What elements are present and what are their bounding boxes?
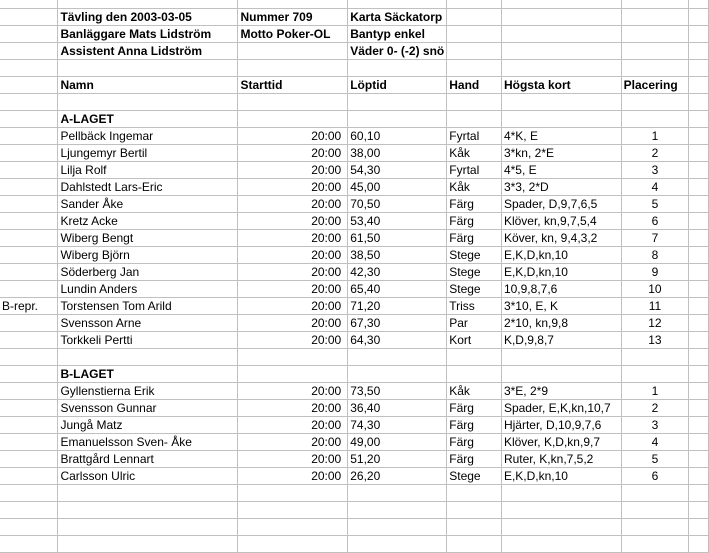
cell[interactable] <box>0 111 58 128</box>
group-title-row <box>0 111 709 128</box>
hand-cell[interactable]: Stege <box>447 468 502 485</box>
header-cell[interactable]: Banläggare Mats Lidström <box>58 26 238 43</box>
cell[interactable] <box>0 349 58 366</box>
cell[interactable] <box>689 349 709 366</box>
place-cell[interactable]: 1 <box>621 383 689 400</box>
blank-row <box>0 502 709 519</box>
time-cell[interactable]: 71,20 <box>348 298 447 315</box>
cell[interactable] <box>447 0 502 9</box>
start-cell[interactable]: 20:00 <box>238 179 348 196</box>
note-cell[interactable] <box>0 230 58 247</box>
name-cell[interactable]: Wiberg Bengt <box>58 230 238 247</box>
hand-cell[interactable]: Triss <box>447 298 502 315</box>
name-cell[interactable]: Söderberg Jan <box>58 264 238 281</box>
cell[interactable] <box>621 9 689 26</box>
place-cell[interactable]: 3 <box>621 162 689 179</box>
cell[interactable] <box>689 502 709 519</box>
table-row <box>0 196 709 213</box>
cell[interactable] <box>447 349 502 366</box>
hand-cell[interactable]: Par <box>447 315 502 332</box>
table-row <box>0 179 709 196</box>
hand-cell[interactable]: Kåk <box>447 179 502 196</box>
header-cell[interactable]: Assistent Anna Lidström <box>58 43 238 60</box>
card-cell[interactable]: Klöver, kn,9,7,5,4 <box>501 213 621 230</box>
cell[interactable] <box>447 43 502 60</box>
cell[interactable] <box>689 94 709 111</box>
time-cell[interactable]: 49,00 <box>348 434 447 451</box>
cell[interactable] <box>348 94 447 111</box>
time-cell[interactable]: 45,00 <box>348 179 447 196</box>
cell[interactable] <box>0 26 58 43</box>
name-cell[interactable]: Pellbäck Ingemar <box>58 128 238 145</box>
header-cell[interactable]: Bantyp enkel <box>348 26 447 43</box>
place-cell[interactable]: 6 <box>621 468 689 485</box>
hand-cell[interactable]: Fyrtal <box>447 128 502 145</box>
time-cell[interactable]: 61,50 <box>348 230 447 247</box>
cell[interactable] <box>689 264 709 281</box>
note-cell[interactable] <box>0 145 58 162</box>
hand-cell[interactable]: Fyrtal <box>447 162 502 179</box>
place-cell[interactable]: 2 <box>621 145 689 162</box>
place-cell[interactable]: 4 <box>621 434 689 451</box>
cell[interactable] <box>447 111 502 128</box>
start-cell[interactable]: 20:00 <box>238 400 348 417</box>
cell[interactable] <box>689 434 709 451</box>
cell[interactable] <box>58 502 238 519</box>
note-cell[interactable] <box>0 179 58 196</box>
cell[interactable] <box>447 60 502 77</box>
note-cell[interactable] <box>0 315 58 332</box>
cell[interactable] <box>621 26 689 43</box>
start-cell[interactable]: 20:00 <box>238 451 348 468</box>
place-cell[interactable]: 1 <box>621 128 689 145</box>
table-row <box>0 332 709 349</box>
cell[interactable] <box>348 60 447 77</box>
group-title-row <box>0 366 709 383</box>
card-cell[interactable]: E,K,D,kn,10 <box>501 247 621 264</box>
cell[interactable] <box>348 366 447 383</box>
cell[interactable] <box>447 536 502 553</box>
time-cell[interactable]: 74,30 <box>348 417 447 434</box>
header-cell[interactable]: Tävling den 2003-03-05 <box>58 9 238 26</box>
cell[interactable] <box>689 536 709 553</box>
card-cell[interactable]: Hjärter, D,10,9,7,6 <box>501 417 621 434</box>
cell[interactable] <box>348 349 447 366</box>
blank-row <box>0 94 709 111</box>
note-cell[interactable] <box>0 247 58 264</box>
cell[interactable] <box>447 366 502 383</box>
column-header-kort[interactable]: Högsta kort <box>501 77 621 94</box>
name-cell[interactable]: Carlsson Ulric <box>58 468 238 485</box>
cell[interactable] <box>348 0 447 9</box>
cell[interactable] <box>501 519 621 536</box>
name-cell[interactable]: Lilja Rolf <box>58 162 238 179</box>
start-cell[interactable]: 20:00 <box>238 383 348 400</box>
cell[interactable] <box>689 179 709 196</box>
group-title[interactable]: B-LAGET <box>58 366 238 383</box>
cell[interactable] <box>621 536 689 553</box>
cell[interactable] <box>689 332 709 349</box>
cell[interactable] <box>501 60 621 77</box>
cell[interactable] <box>689 196 709 213</box>
table-row <box>0 230 709 247</box>
name-cell[interactable]: Jungå Matz <box>58 417 238 434</box>
place-cell[interactable]: 4 <box>621 179 689 196</box>
card-cell[interactable]: E,K,D,kn,10 <box>501 468 621 485</box>
start-cell[interactable]: 20:00 <box>238 230 348 247</box>
time-cell[interactable]: 60,10 <box>348 128 447 145</box>
table-row <box>0 383 709 400</box>
name-cell[interactable]: Wiberg Björn <box>58 247 238 264</box>
cell[interactable] <box>0 502 58 519</box>
card-cell[interactable]: K,D,9,8,7 <box>501 332 621 349</box>
blank-row <box>0 485 709 502</box>
time-cell[interactable]: 51,20 <box>348 451 447 468</box>
card-cell[interactable]: 3*kn, 2*E <box>501 145 621 162</box>
place-cell[interactable]: 7 <box>621 230 689 247</box>
blank-row <box>0 349 709 366</box>
table-row <box>0 247 709 264</box>
card-cell[interactable]: 10,9,8,7,6 <box>501 281 621 298</box>
note-cell[interactable] <box>0 281 58 298</box>
header-cell[interactable]: Motto Poker-OL <box>238 26 348 43</box>
time-cell[interactable]: 26,20 <box>348 468 447 485</box>
note-cell[interactable] <box>0 451 58 468</box>
header-row <box>0 43 709 60</box>
name-cell[interactable]: Kretz Acke <box>58 213 238 230</box>
time-cell[interactable]: 38,00 <box>348 145 447 162</box>
start-cell[interactable]: 20:00 <box>238 315 348 332</box>
cell[interactable] <box>621 43 689 60</box>
card-cell[interactable]: 4*5, E <box>501 162 621 179</box>
cell[interactable] <box>238 94 348 111</box>
cell[interactable] <box>501 26 621 43</box>
cell[interactable] <box>501 9 621 26</box>
cell[interactable] <box>689 213 709 230</box>
note-cell[interactable] <box>0 332 58 349</box>
hand-cell[interactable]: Stege <box>447 247 502 264</box>
name-cell[interactable]: Gyllenstierna Erik <box>58 383 238 400</box>
start-cell[interactable]: 20:00 <box>238 281 348 298</box>
cell[interactable] <box>0 9 58 26</box>
start-cell[interactable]: 20:00 <box>238 162 348 179</box>
column-header-namn[interactable]: Namn <box>58 77 238 94</box>
header-cell[interactable] <box>238 43 348 60</box>
place-cell[interactable]: 11 <box>621 298 689 315</box>
time-cell[interactable]: 64,30 <box>348 332 447 349</box>
hand-cell[interactable]: Färg <box>447 196 502 213</box>
note-cell[interactable] <box>0 264 58 281</box>
name-cell[interactable]: Torkkeli Pertti <box>58 332 238 349</box>
column-header-starttid[interactable]: Starttid <box>238 77 348 94</box>
hand-cell[interactable]: Kort <box>447 332 502 349</box>
cell[interactable] <box>689 451 709 468</box>
note-cell[interactable]: B-repr. <box>0 298 58 315</box>
cell[interactable] <box>0 94 58 111</box>
cell[interactable] <box>238 0 348 9</box>
table-row <box>0 315 709 332</box>
table-row <box>0 162 709 179</box>
start-cell[interactable]: 20:00 <box>238 298 348 315</box>
column-header-placering[interactable]: Placering <box>621 77 689 94</box>
cell[interactable] <box>238 485 348 502</box>
card-cell[interactable]: Klöver, K,D,kn,9,7 <box>501 434 621 451</box>
cell[interactable] <box>58 60 238 77</box>
cell[interactable] <box>689 111 709 128</box>
cell[interactable] <box>348 519 447 536</box>
cell[interactable] <box>348 485 447 502</box>
start-cell[interactable]: 20:00 <box>238 264 348 281</box>
card-cell[interactable]: 3*10, E, K <box>501 298 621 315</box>
cell[interactable] <box>621 94 689 111</box>
card-cell[interactable]: Köver, kn, 9,4,3,2 <box>501 230 621 247</box>
name-cell[interactable]: Svensson Arne <box>58 315 238 332</box>
cell[interactable] <box>689 247 709 264</box>
hand-cell[interactable]: Färg <box>447 213 502 230</box>
cell[interactable] <box>621 502 689 519</box>
hand-cell[interactable]: Färg <box>447 451 502 468</box>
place-cell[interactable]: 10 <box>621 281 689 298</box>
blank-row <box>0 536 709 553</box>
note-cell[interactable] <box>0 383 58 400</box>
header-row <box>0 9 709 26</box>
card-cell[interactable]: 3*E, 2*9 <box>501 383 621 400</box>
cell[interactable] <box>501 349 621 366</box>
cell[interactable] <box>621 519 689 536</box>
place-cell[interactable]: 5 <box>621 451 689 468</box>
note-cell[interactable] <box>0 417 58 434</box>
cell[interactable] <box>689 128 709 145</box>
cell[interactable] <box>501 485 621 502</box>
cell[interactable] <box>0 60 58 77</box>
cell[interactable] <box>501 43 621 60</box>
note-cell[interactable] <box>0 434 58 451</box>
cell[interactable] <box>58 0 238 9</box>
cell[interactable] <box>447 26 502 43</box>
time-cell[interactable]: 70,50 <box>348 196 447 213</box>
cell[interactable] <box>0 519 58 536</box>
hand-cell[interactable]: Kåk <box>447 145 502 162</box>
column-header-hand[interactable]: Hand <box>447 77 502 94</box>
cell[interactable] <box>689 417 709 434</box>
cell[interactable] <box>689 383 709 400</box>
cell[interactable] <box>348 536 447 553</box>
place-cell[interactable]: 9 <box>621 264 689 281</box>
cell[interactable] <box>689 9 709 26</box>
table-row <box>0 145 709 162</box>
note-cell[interactable] <box>0 162 58 179</box>
note-cell[interactable] <box>0 400 58 417</box>
table-row <box>0 434 709 451</box>
cell[interactable] <box>689 298 709 315</box>
card-cell[interactable]: Spader, D,9,7,6,5 <box>501 196 621 213</box>
cell[interactable] <box>0 0 58 9</box>
cell[interactable] <box>689 485 709 502</box>
cell[interactable] <box>621 349 689 366</box>
table-row <box>0 468 709 485</box>
cell[interactable] <box>447 94 502 111</box>
header-cell[interactable]: Nummer 709 <box>238 9 348 26</box>
cell[interactable] <box>238 519 348 536</box>
cell[interactable] <box>501 111 621 128</box>
time-cell[interactable]: 65,40 <box>348 281 447 298</box>
cell[interactable] <box>689 230 709 247</box>
column-header-loptid[interactable]: Löptid <box>348 77 447 94</box>
cell[interactable] <box>689 519 709 536</box>
place-cell[interactable]: 13 <box>621 332 689 349</box>
hand-cell[interactable]: Färg <box>447 230 502 247</box>
place-cell[interactable]: 5 <box>621 196 689 213</box>
start-cell[interactable]: 20:00 <box>238 468 348 485</box>
cell[interactable] <box>501 94 621 111</box>
cell[interactable] <box>621 0 689 9</box>
cell[interactable] <box>689 26 709 43</box>
start-cell[interactable]: 20:00 <box>238 247 348 264</box>
name-cell[interactable]: Torstensen Tom Arild <box>58 298 238 315</box>
name-cell[interactable]: Dahlstedt Lars-Eric <box>58 179 238 196</box>
cell[interactable] <box>0 43 58 60</box>
cell[interactable] <box>621 366 689 383</box>
card-cell[interactable]: 2*10, kn,9,8 <box>501 315 621 332</box>
time-cell[interactable]: 73,50 <box>348 383 447 400</box>
cell[interactable] <box>348 111 447 128</box>
start-cell[interactable]: 20:00 <box>238 434 348 451</box>
cell[interactable] <box>447 9 502 26</box>
place-cell[interactable]: 3 <box>621 417 689 434</box>
group-title[interactable]: A-LAGET <box>58 111 238 128</box>
cell[interactable] <box>58 349 238 366</box>
cell[interactable] <box>689 43 709 60</box>
blank-row <box>0 60 709 77</box>
note-cell[interactable] <box>0 213 58 230</box>
card-cell[interactable]: E,K,D,kn,10 <box>501 264 621 281</box>
cell[interactable] <box>348 502 447 519</box>
start-cell[interactable]: 20:00 <box>238 196 348 213</box>
name-cell[interactable]: Emanuelsson Sven- Åke <box>58 434 238 451</box>
hand-cell[interactable]: Färg <box>447 400 502 417</box>
place-cell[interactable]: 8 <box>621 247 689 264</box>
cell[interactable] <box>689 400 709 417</box>
start-cell[interactable]: 20:00 <box>238 145 348 162</box>
start-cell[interactable]: 20:00 <box>238 332 348 349</box>
cell[interactable] <box>501 502 621 519</box>
cell[interactable] <box>238 366 348 383</box>
place-cell[interactable]: 12 <box>621 315 689 332</box>
header-cell[interactable]: Väder 0- (-2) snö <box>348 43 447 60</box>
cell[interactable] <box>501 0 621 9</box>
time-cell[interactable]: 42,30 <box>348 264 447 281</box>
table-row <box>0 264 709 281</box>
cell[interactable] <box>447 502 502 519</box>
hand-cell[interactable]: Stege <box>447 281 502 298</box>
name-cell[interactable]: Ljungemyr Bertil <box>58 145 238 162</box>
cell[interactable] <box>689 60 709 77</box>
cell[interactable] <box>621 111 689 128</box>
table-row <box>0 213 709 230</box>
cell[interactable] <box>238 60 348 77</box>
note-cell[interactable] <box>0 128 58 145</box>
cell[interactable] <box>501 536 621 553</box>
name-cell[interactable]: Sander Åke <box>58 196 238 213</box>
hand-cell[interactable]: Färg <box>447 417 502 434</box>
cell[interactable] <box>689 145 709 162</box>
cell[interactable] <box>689 315 709 332</box>
column-header-row <box>0 77 709 94</box>
cell[interactable] <box>447 519 502 536</box>
card-cell[interactable]: Ruter, K,kn,7,5,2 <box>501 451 621 468</box>
top-row <box>0 0 709 9</box>
table-row <box>0 128 709 145</box>
table-row <box>0 400 709 417</box>
cell[interactable] <box>58 519 238 536</box>
card-cell[interactable]: Spader, E,K,kn,10,7 <box>501 400 621 417</box>
time-cell[interactable]: 38,50 <box>348 247 447 264</box>
hand-cell[interactable]: Färg <box>447 434 502 451</box>
start-cell[interactable]: 20:00 <box>238 417 348 434</box>
cell[interactable] <box>501 366 621 383</box>
name-cell[interactable]: Lundin Anders <box>58 281 238 298</box>
blank-row <box>0 519 709 536</box>
cell[interactable] <box>58 485 238 502</box>
time-cell[interactable]: 53,40 <box>348 213 447 230</box>
cell[interactable] <box>58 536 238 553</box>
header-row <box>0 26 709 43</box>
cell[interactable] <box>621 60 689 77</box>
time-cell[interactable]: 67,30 <box>348 315 447 332</box>
cell[interactable] <box>689 162 709 179</box>
table-row <box>0 417 709 434</box>
cell[interactable] <box>0 485 58 502</box>
cell[interactable] <box>0 366 58 383</box>
card-cell[interactable]: 4*K, E <box>501 128 621 145</box>
table-row <box>0 281 709 298</box>
cell[interactable] <box>238 349 348 366</box>
card-cell[interactable]: 3*3, 2*D <box>501 179 621 196</box>
table-row <box>0 298 709 315</box>
cell[interactable] <box>689 77 709 94</box>
cell[interactable] <box>689 0 709 9</box>
cell[interactable] <box>689 366 709 383</box>
cell[interactable] <box>689 468 709 485</box>
cell[interactable] <box>621 485 689 502</box>
cell[interactable] <box>238 502 348 519</box>
hand-cell[interactable]: Stege <box>447 264 502 281</box>
place-cell[interactable]: 2 <box>621 400 689 417</box>
start-cell[interactable]: 20:00 <box>238 213 348 230</box>
cell[interactable] <box>0 77 58 94</box>
cell[interactable] <box>58 94 238 111</box>
note-cell[interactable] <box>0 468 58 485</box>
note-cell[interactable] <box>0 196 58 213</box>
time-cell[interactable]: 54,30 <box>348 162 447 179</box>
cell[interactable] <box>238 111 348 128</box>
name-cell[interactable]: Brattgård Lennart <box>58 451 238 468</box>
hand-cell[interactable]: Kåk <box>447 383 502 400</box>
table-row <box>0 451 709 468</box>
cell[interactable] <box>0 536 58 553</box>
start-cell[interactable]: 20:00 <box>238 128 348 145</box>
place-cell[interactable]: 6 <box>621 213 689 230</box>
cell[interactable] <box>689 281 709 298</box>
header-cell[interactable]: Karta Säckatorp <box>348 9 447 26</box>
cell[interactable] <box>447 485 502 502</box>
name-cell[interactable]: Svensson Gunnar <box>58 400 238 417</box>
time-cell[interactable]: 36,40 <box>348 400 447 417</box>
cell[interactable] <box>238 536 348 553</box>
